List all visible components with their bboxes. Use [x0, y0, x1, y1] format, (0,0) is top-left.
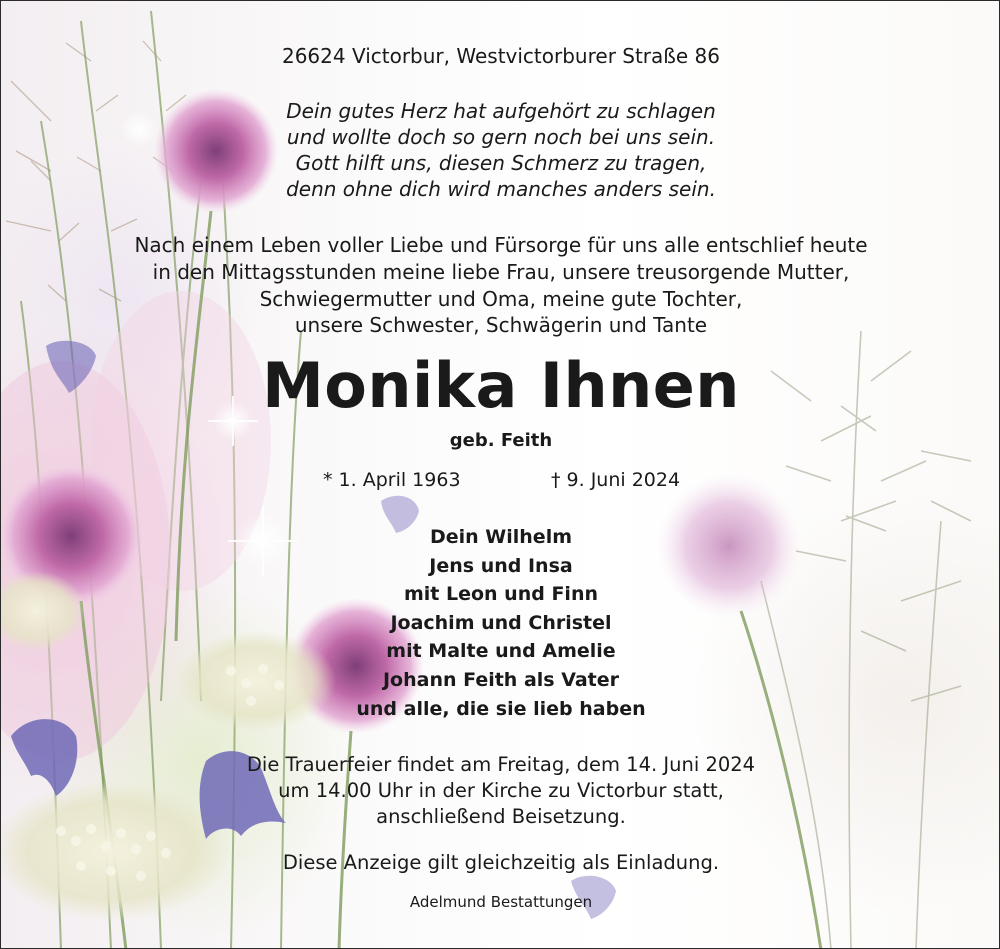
intro-line: in den Mittagsstunden meine liebe Frau, unsere treusorgende Mutter, — [152, 260, 850, 284]
poem-line: denn ohne dich wird manches anders sein. — [286, 177, 716, 201]
poem-line: und wollte doch so gern noch bei uns sein. — [286, 125, 716, 149]
death-date: † 9. Juni 2024 — [551, 469, 681, 491]
intro-line: Nach einem Leben voller Liebe und Fürsorge für uns alle entschlief heute — [134, 233, 868, 257]
birth-date: * 1. April 1963 — [323, 469, 461, 491]
mourner: Joachim und Christel — [390, 612, 612, 634]
poem-line: Gott hilft uns, diesen Schmerz zu tragen, — [295, 151, 707, 175]
undertaker: Adelmund Bestattungen — [409, 893, 593, 911]
mourner: mit Malte und Amelie — [386, 640, 616, 662]
intro-line: unsere Schwester, Schwägerin und Tante — [294, 313, 708, 337]
invitation-note: Diese Anzeige gilt gleichzeitig als Einladung. — [282, 851, 720, 874]
mourner: und alle, die sie lieb haben — [356, 698, 646, 720]
mourner: mit Leon und Finn — [403, 583, 598, 605]
mourner: Dein Wilhelm — [429, 526, 573, 548]
funeral-info-line: Die Trauerfeier findet am Freitag, dem 14. Juni 2024 — [246, 753, 756, 776]
funeral-info-line: um 14.00 Uhr in der Kirche zu Victorbur statt, — [278, 779, 724, 802]
maiden-name: geb. Feith — [449, 430, 553, 451]
life-dates — [1, 469, 1000, 493]
deceased-name: Monika Ihnen — [262, 349, 740, 422]
notice-text — [1, 1, 1000, 949]
intro-line: Schwiegermutter und Oma, meine gute Tochter, — [259, 287, 743, 311]
mourner: Johann Feith als Vater — [382, 669, 620, 691]
poem-line: Dein gutes Herz hat aufgehört zu schlagen — [286, 99, 716, 123]
family-address: 26624 Victorbur, Westvictorburer Straße 86 — [281, 44, 720, 68]
funeral-info-line: anschließend Beisetzung. — [376, 805, 626, 828]
mourner: Jens und Insa — [429, 555, 573, 577]
